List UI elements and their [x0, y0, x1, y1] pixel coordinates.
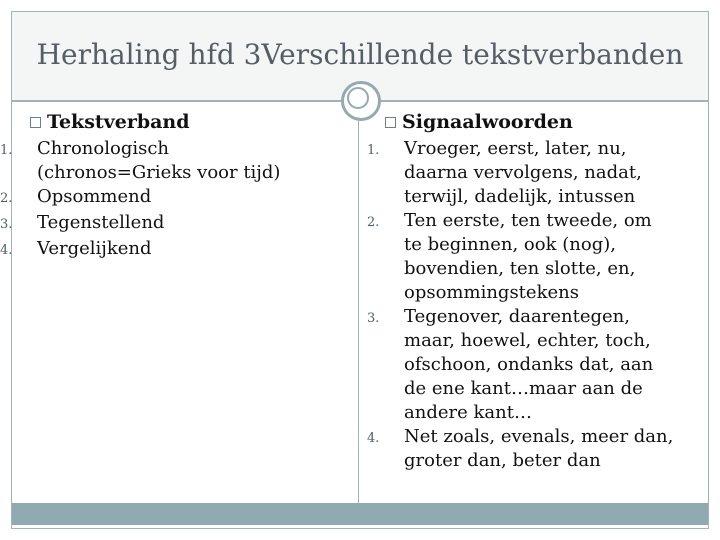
list-number: 2. — [0, 191, 13, 206]
list-text: Vergelijkend — [37, 238, 152, 259]
list-item — [367, 209, 705, 305]
right-column — [367, 111, 705, 473]
square-bullet-icon — [30, 117, 41, 128]
list-number: 4. — [367, 431, 380, 446]
list-item — [0, 211, 350, 237]
left-column-heading — [30, 111, 350, 133]
list-text: Vroeger, eerst, later, nu, daarna vervolgens, nadat, terwijl, dadelijk, intussen — [404, 138, 642, 207]
list-number: 1. — [367, 143, 380, 158]
list-text: Opsommend — [37, 186, 152, 207]
list-text: Tegenover, daarentegen, maar, hoewel, echter, toch, ofschoon, ondanks dat, aan de ene kant…maar aan de andere kant… — [404, 306, 654, 423]
right-heading-text: Signaalwoorden — [402, 111, 573, 133]
list-number: 3. — [367, 311, 380, 326]
list-item — [367, 305, 705, 425]
right-column-heading — [385, 111, 705, 133]
list-number: 1. — [0, 143, 13, 158]
list-number: 2. — [367, 215, 380, 230]
square-bullet-icon — [385, 117, 396, 128]
bottom-accent-bar — [12, 503, 708, 525]
list-text: Chronologisch (chronos=Grieks voor tijd) — [37, 138, 281, 183]
list-number: 4. — [0, 243, 13, 258]
list-item — [367, 137, 705, 209]
list-text: Ten eerste, ten tweede, om te beginnen, ook (nog), bovendien, ten slotte, en, opsommingstekens — [404, 210, 652, 303]
list-item — [0, 185, 350, 211]
left-column — [0, 111, 350, 263]
slide-title: Herhaling hfd 3Verschillende tekstverbanden — [36, 38, 684, 71]
list-text: Tegenstellend — [37, 212, 165, 233]
divider-circle-inner — [347, 87, 369, 109]
list-item — [0, 237, 350, 263]
column-divider — [358, 117, 359, 503]
left-heading-text: Tekstverband — [47, 111, 190, 133]
list-item — [367, 425, 705, 473]
list-item — [0, 137, 350, 185]
list-text: Net zoals, evenals, meer dan, groter dan, beter dan — [404, 426, 674, 471]
list-number: 3. — [0, 217, 13, 232]
